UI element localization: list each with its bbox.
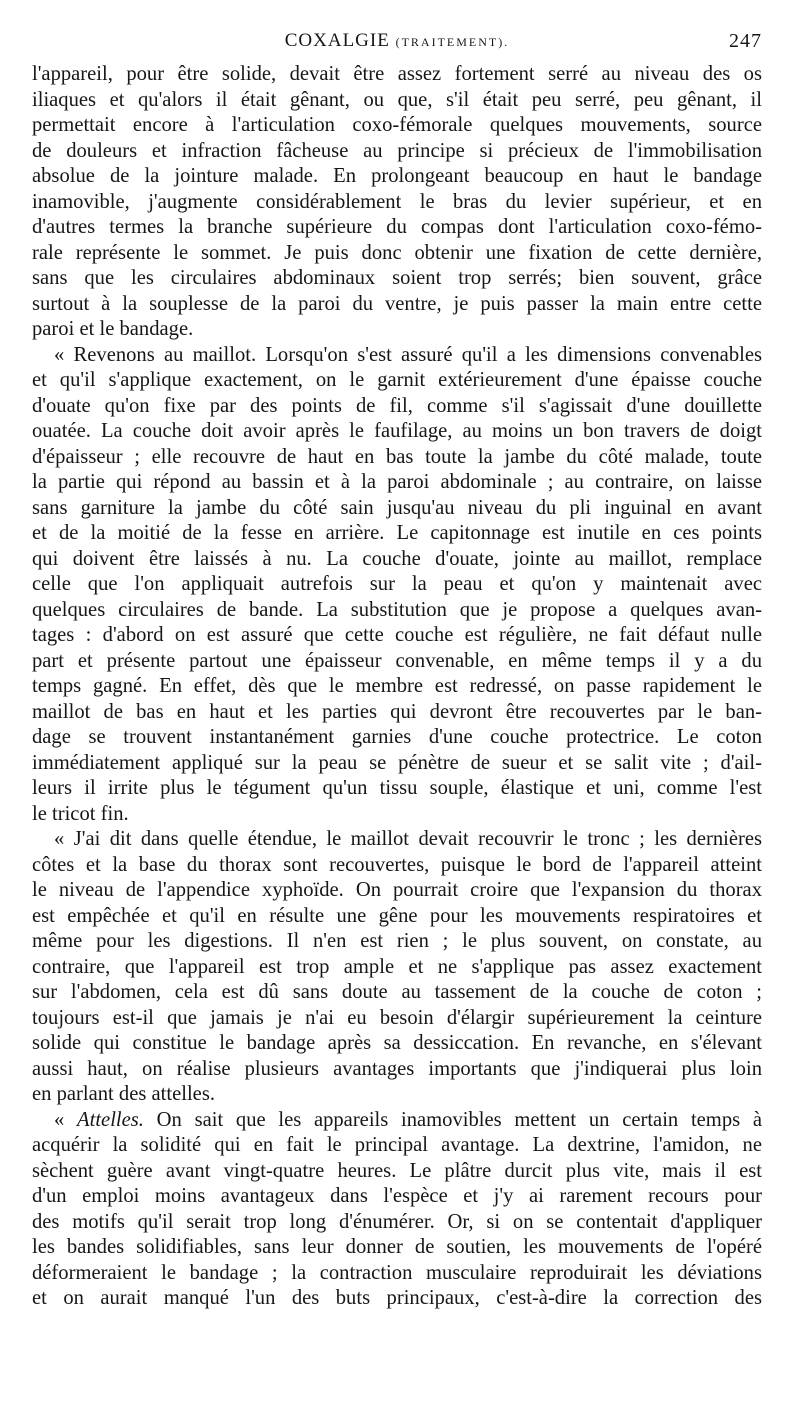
- paragraph: [32, 1108, 762, 1338]
- page-number: 247: [729, 30, 762, 52]
- text-line: inamovible, j'augmente considérablement le bras du levier supérieur, et en: [32, 190, 762, 213]
- text-line: sur l'abdomen, cela est dû sans doute au tassement de la couche de coton ;: [32, 981, 762, 1003]
- text-line: même pour les digestions. Il n'en est rien ; le plus souvent, on constate, au: [32, 930, 762, 952]
- text-line: qui doivent être laissés à nu. La couche d'ouate, jointe au maillot, remplace: [32, 547, 762, 570]
- text-line: rale représente le sommet. Je puis donc obtenir une fixation de cette dernière,: [32, 241, 762, 264]
- text-line: d'un emploi moins avantageux dans l'espèce et j'y ai rarement recours pour: [32, 1185, 762, 1207]
- text-line: le tricot fin.: [32, 802, 129, 825]
- text-line: d'ouate qu'on fixe par des points de fil, comme s'il s'agissait d'une douillette: [32, 394, 762, 417]
- section-heading-attelles: Attelles.: [77, 1108, 144, 1131]
- text-line: et de la moitié de la fesse en arrière. Le capitonnage est inutile en ces points: [32, 522, 762, 544]
- text-line: immédiatement appliqué sur la peau se pénètre de sueur et se salit vite ; d'ail-: [32, 751, 762, 774]
- text-line: d'épaisseur ; elle recouvre de haut en bas toute la jambe du côté malade, toute: [32, 445, 762, 468]
- text-line: acquérir la solidité qui en fait le principal avantage. La dextrine, l'amidon, ne: [32, 1134, 762, 1156]
- text-line-rest: On sait que les appareils inamovibles mettent un certain temps à: [143, 1108, 762, 1131]
- text-line: aussi haut, on réalise plusieurs avantages importants que j'indiquerai plus loin: [32, 1057, 762, 1080]
- running-title-main: COXALGIE: [284, 30, 390, 51]
- text-line: « Revenons au maillot. Lorsqu'on s'est assuré qu'il a les dimensions convenables: [54, 343, 762, 366]
- body-text: [32, 62, 762, 1337]
- text-line: de douleurs et infraction fâcheuse au principe si précieux de l'immobilisation: [32, 139, 762, 162]
- text-line: maillot de bas en haut et les parties qui devront être recouvertes par le ban-: [32, 700, 762, 723]
- text-line: absolue de la jointure malade. En prolongeant beaucoup en haut le bandage: [32, 165, 762, 187]
- quote-mark: «: [54, 1108, 78, 1131]
- text-line: part et présente partout une épaisseur convenable, en même temps il y a du: [32, 649, 762, 672]
- text-line: en parlant des attelles.: [32, 1083, 215, 1105]
- text-line: solide qui constitue le bandage après sa dessiccation. En revanche, en s'élevant: [32, 1032, 762, 1054]
- text-line: sans garniture la jambe du côté sain jusqu'au niveau du pli inguinal en avant: [32, 496, 762, 519]
- text-line: contraire, que l'appareil est trop ample et ne s'applique pas assez exactement: [32, 955, 762, 978]
- text-line: sèchent guère avant vingt-quatre heures. Le plâtre durcit plus vite, mais il est: [32, 1159, 762, 1182]
- text-line: est empêchée et qu'il en résulte une gêne pour les mouvements respiratoires et: [32, 904, 762, 927]
- text-line: permettait encore à l'articulation coxo-fémorale quelques mouvements, source: [32, 114, 762, 136]
- text-line: des motifs qu'il serait trop long d'énumérer. Or, si on se contentait d'appliquer: [32, 1210, 762, 1233]
- text-line: ouatée. La couche doit avoir après le faufilage, au moins un bon travers de doigt: [32, 420, 762, 442]
- paragraph: [32, 343, 762, 828]
- running-header: [32, 30, 762, 58]
- text-line: iliaques et qu'alors il était gênant, ou que, s'il était peu serré, peu gênant, il: [32, 88, 762, 111]
- text-line: celle que l'on appliquait autrefois sur la peau et qu'on y maintenait avec: [32, 573, 762, 595]
- text-line: le niveau de l'appendice xyphoïde. On pourrait croire que l'expansion du thorax: [32, 879, 762, 901]
- text-line: côtes et la base du thorax sont recouvertes, puisque le bord de l'appareil atteint: [32, 853, 762, 876]
- text-line: tages : d'abord on est assuré que cette couche est régulière, ne fait défaut nulle: [32, 624, 762, 646]
- text-line: dage se trouvent instantanément garnies d'une couche protectrice. Le coton: [32, 726, 762, 748]
- text-line: et qu'il s'applique exactement, on le garnit extérieurement d'une épaisse couche: [32, 369, 762, 391]
- paragraph: [32, 827, 762, 1108]
- text-line: leurs il irrite plus le tégument qu'un tissu souple, élastique et uni, comme l'est: [32, 777, 762, 799]
- text-line: sans que les circulaires abdominaux soient trop serrés; bien souvent, grâce: [32, 267, 762, 289]
- text-line: « J'ai dit dans quelle étendue, le maillot devait recouvrir le tronc ; les dernières: [54, 828, 762, 850]
- text-line: les bandes solidifiables, sans leur donner de soutien, les mouvements de l'opéré: [32, 1236, 762, 1258]
- text-line: toujours est-il que jamais je n'ai eu besoin d'élargir supérieurement la ceinture: [32, 1006, 762, 1029]
- text-line: [32, 1312, 762, 1338]
- text-line: [32, 1108, 762, 1134]
- text-line: paroi et le bandage.: [32, 318, 194, 340]
- text-line: déformeraient le bandage ; la contraction musculaire reproduirait les déviations: [32, 1261, 762, 1284]
- text-line: temps gagné. En effet, dès que le membre est redressé, on passe rapidement le: [32, 675, 762, 697]
- text-line: d'autres termes la branche supérieure du compas dont l'articulation coxo-fémo-: [32, 216, 762, 238]
- text-line: surtout à la souplesse de la paroi du ventre, je puis passer la main entre cette: [32, 292, 762, 315]
- text-line: quelques circulaires de bande. La substitution que je propose a quelques avan-: [32, 598, 762, 621]
- running-title: [32, 30, 762, 52]
- running-title-sub: (TRAITEMENT).: [395, 35, 510, 49]
- paragraph: [32, 62, 762, 343]
- text-line: et on aurait manqué l'un des buts principaux, c'est-à-dire la correction des: [32, 1287, 762, 1309]
- text-line: la partie qui répond au bassin et à la paroi abdominale ; au contraire, on laisse: [32, 471, 762, 493]
- text-line: l'appareil, pour être solide, devait être assez fortement serré au niveau des os: [32, 63, 762, 85]
